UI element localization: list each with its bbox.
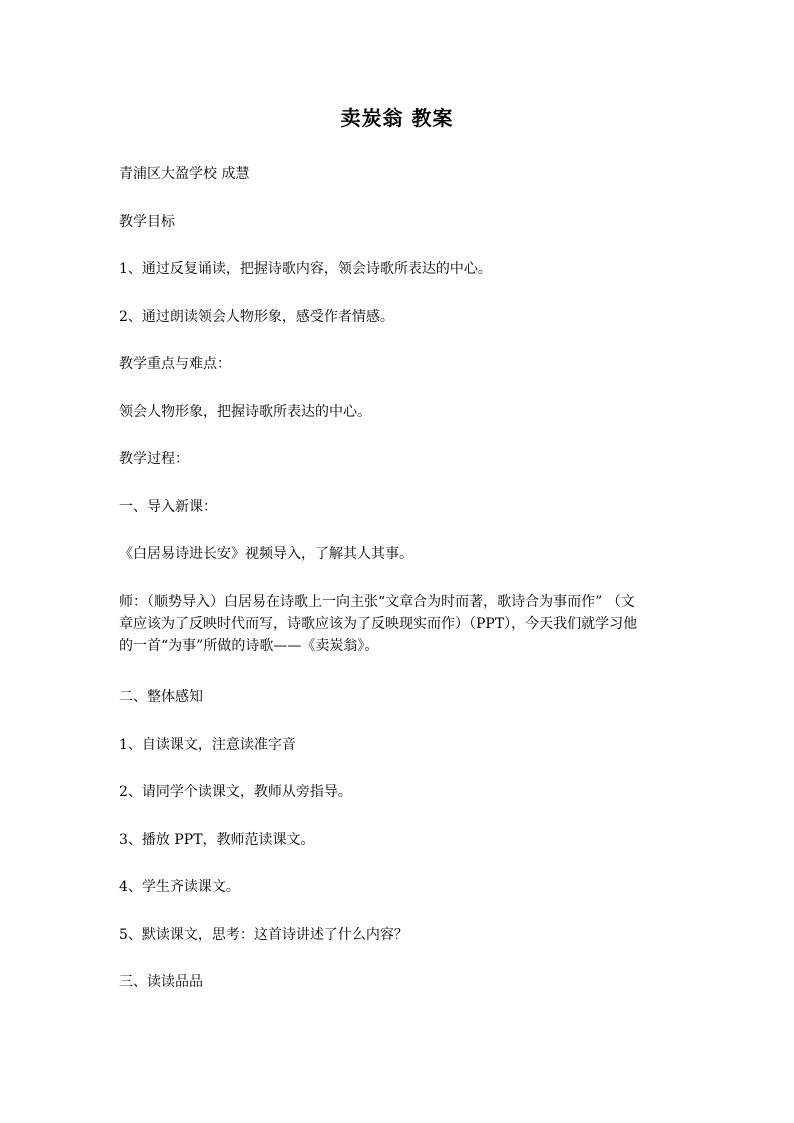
teacher-paragraph-line-2: 章应该为了反映时代而写，诗歌应该为了反映现实而作）（PPT），今天我们就学习他 <box>119 616 638 632</box>
document-title: 卖炭翁 教案 <box>340 106 454 130</box>
section-3-heading: 三、读读品品 <box>119 974 203 990</box>
section-2-item-2: 2、请同学个读课文，教师从旁指导。 <box>119 784 352 800</box>
process-heading: 教学过程： <box>119 451 189 467</box>
section-2-item-4: 4、学生齐读课文。 <box>119 879 240 895</box>
goal-item-2: 2、通过朗读领会人物形象，感受作者情感。 <box>119 309 394 325</box>
section-1-video-line: 《白居易诗进长安》视频导入，了解其人其事。 <box>119 546 413 562</box>
author-line: 青浦区大盈学校 成慧 <box>119 166 250 182</box>
teacher-paragraph-line-1: 师：（顺势导入）白居易在诗歌上一向主张“文章合为时而著，歌诗合为事而作” （文 <box>119 594 635 610</box>
focus-heading: 教学重点与难点： <box>119 356 231 372</box>
focus-text: 领会人物形象，把握诗歌所表达的中心。 <box>119 404 371 420</box>
section-2-heading: 二、整体感知 <box>119 689 203 705</box>
section-2-item-5: 5、默读课文，思考：这首诗讲述了什么内容？ <box>119 927 408 943</box>
goals-heading: 教学目标 <box>119 214 175 230</box>
teacher-paragraph-line-3: 的一首“为事”所做的诗歌——《卖炭翁》。 <box>119 638 379 654</box>
goal-item-1: 1、通过反复诵读，把握诗歌内容，领会诗歌所表达的中心。 <box>119 261 492 277</box>
section-2-item-3: 3、播放 PPT，教师范读课文。 <box>119 832 315 848</box>
section-1-heading: 一、导入新课： <box>119 499 217 515</box>
section-2-item-1: 1、自读课文，注意读准字音 <box>119 737 296 753</box>
section-1-teacher-paragraph <box>119 591 679 657</box>
